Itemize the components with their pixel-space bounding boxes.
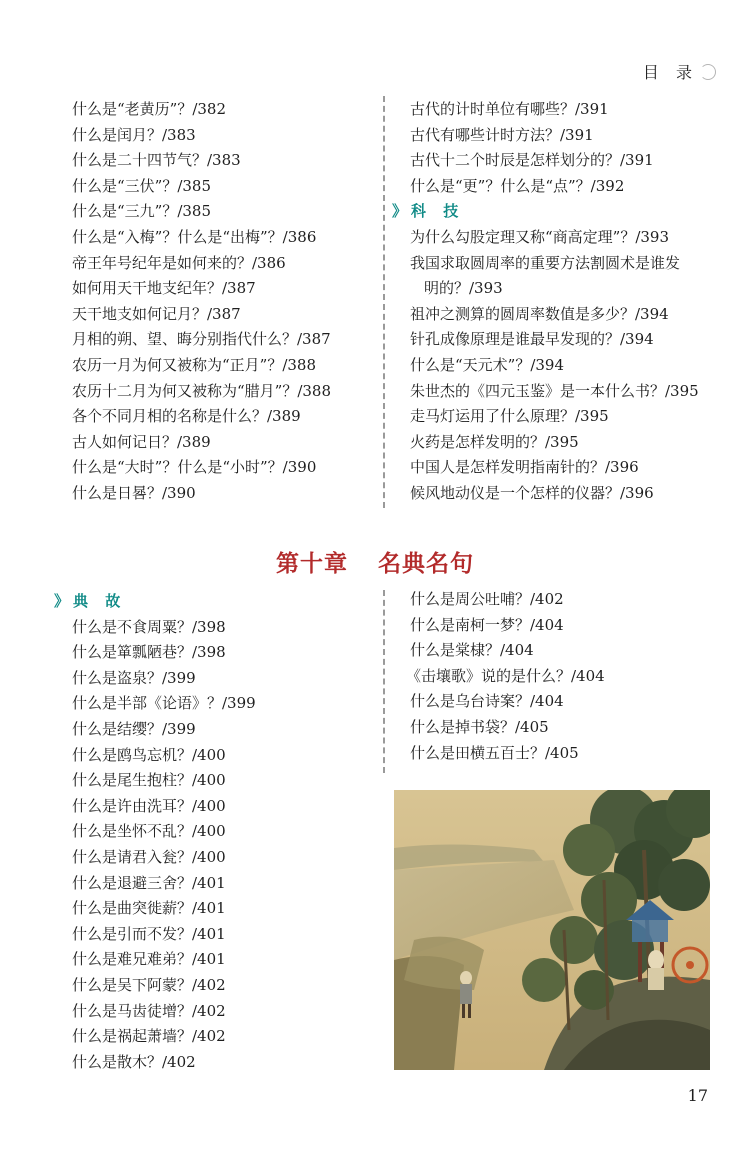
toc-entry[interactable]: 什么是“老黄历”？/382: [72, 100, 227, 118]
toc-entry[interactable]: 什么是退避三舍？/401: [72, 873, 226, 892]
toc-entry[interactable]: 什么是箪瓢陋巷？/398: [72, 643, 226, 662]
toc-entry-continued[interactable]: [410, 276, 722, 302]
toc-entry[interactable]: 为什么勾股定理又称“商高定理”？/393: [410, 227, 670, 246]
toc-entry[interactable]: 什么是许由洗耳？/400: [72, 796, 226, 815]
toc-entry[interactable]: 什么是“更”？什么是“点”？/392: [410, 176, 625, 195]
toc-entry[interactable]: 什么是祸起萧墙？/402: [72, 1027, 226, 1046]
toc-entry[interactable]: 什么是坐怀不乱？/400: [72, 822, 226, 841]
toc-entry-line1: 我国求取圆周率的重要方法割圆术是谁发: [410, 253, 681, 272]
section-heading-diangu: 》 典 故: [54, 592, 127, 610]
toc-entry[interactable]: 古代十二个时辰是怎样划分的？/391: [410, 151, 654, 170]
toc-entry[interactable]: 什么是不食周粟？/398: [72, 617, 226, 636]
column-divider-bottom: [383, 590, 385, 773]
toc-entry[interactable]: 什么是“入梅”？什么是“出梅”？/386: [72, 227, 317, 246]
toc-entry[interactable]: 什么是请君入瓮？/400: [72, 847, 226, 866]
landscape-painting: [394, 790, 710, 1070]
running-header: [643, 60, 716, 83]
column-divider-top: [383, 96, 385, 508]
decorative-swirl-icon: [700, 64, 716, 80]
toc-entry[interactable]: 天干地支如何记月？/387: [72, 304, 241, 323]
toc-entry[interactable]: 农历十二月为何又被称为“腊月”？/388: [72, 381, 332, 400]
toc-list-top-left: [72, 97, 331, 507]
section-chevron-icon: 》: [54, 592, 70, 610]
toc-entry[interactable]: 古代有哪些计时方法？/391: [410, 125, 594, 144]
toc-entry[interactable]: 什么是闰月？/383: [72, 125, 196, 144]
toc-entry[interactable]: 什么是“天元术”？/394: [410, 355, 565, 374]
toc-entry[interactable]: 什么是日晷？/390: [72, 483, 196, 502]
toc-entry[interactable]: 古代的计时单位有哪些？/391: [410, 100, 609, 118]
toc-list-top-right: [392, 97, 722, 507]
toc-entry[interactable]: 中国人是怎样发明指南针的？/396: [410, 458, 639, 477]
toc-entry[interactable]: 走马灯运用了什么原理？/395: [410, 407, 609, 426]
toc-entry[interactable]: 什么是难兄难弟？/401: [72, 950, 226, 969]
toc-list-bottom-left: [54, 589, 256, 1075]
toc-entry[interactable]: 什么是鸥鸟忘机？/400: [72, 745, 226, 764]
toc-entry[interactable]: 古人如何记日？/389: [72, 432, 211, 451]
toc-entry[interactable]: 候风地动仪是一个怎样的仪器？/396: [410, 483, 654, 502]
toc-entry[interactable]: 《击壤歌》说的是什么？/404: [406, 666, 605, 685]
toc-entry[interactable]: 农历一月为何又被称为“正月”？/388: [72, 355, 317, 374]
toc-entry[interactable]: 什么是引而不发？/401: [72, 924, 226, 943]
header-title: 目 录: [642, 63, 698, 82]
toc-entry[interactable]: 什么是田横五百士？/405: [410, 743, 579, 762]
toc-entry[interactable]: 帝王年号纪年是如何来的？/386: [72, 253, 286, 272]
toc-entry[interactable]: 什么是吴下阿蒙？/402: [72, 975, 226, 994]
toc-entry[interactable]: 什么是周公吐哺？/402: [410, 590, 564, 608]
toc-entry[interactable]: 什么是曲突徙薪？/401: [72, 899, 226, 918]
toc-entry[interactable]: 什么是结缨？/399: [72, 719, 196, 738]
section-chevron-icon: 》: [392, 202, 408, 221]
toc-entry[interactable]: 针孔成像原理是谁最早发现的？/394: [410, 330, 654, 349]
toc-entry[interactable]: 祖冲之测算的圆周率数值是多少？/394: [410, 304, 669, 323]
toc-entry[interactable]: 火药是怎样发明的？/395: [410, 432, 579, 451]
section-heading-keji: 》 科 技: [392, 202, 465, 221]
toc-entry[interactable]: [410, 251, 722, 277]
toc-entry[interactable]: 什么是棠棣？/404: [410, 641, 534, 660]
toc-entry[interactable]: 什么是盗泉？/399: [72, 668, 196, 687]
toc-entry[interactable]: 什么是南柯一梦？/404: [410, 615, 564, 634]
toc-entry[interactable]: 什么是“三九”？/385: [72, 202, 212, 221]
page-number: 17: [687, 1086, 708, 1105]
chapter-number: 第十章: [276, 550, 348, 577]
toc-entry[interactable]: 月相的朔、望、晦分别指代什么？/387: [72, 330, 331, 349]
toc-entry[interactable]: 什么是“三伏”？/385: [72, 176, 212, 195]
toc-entry-line2: 明的？/393: [424, 279, 503, 298]
toc-entry[interactable]: 如何用天干地支纪年？/387: [72, 279, 256, 298]
toc-entry[interactable]: 什么是“大时”？什么是“小时”？/390: [72, 458, 317, 477]
toc-list-bottom-right: [406, 587, 605, 766]
toc-entry[interactable]: 朱世杰的《四元玉鉴》是一本什么书？/395: [410, 381, 699, 400]
toc-entry[interactable]: 什么是马齿徒增？/402: [72, 1001, 226, 1020]
toc-entry[interactable]: 什么是二十四节气？/383: [72, 151, 241, 170]
toc-entry[interactable]: 什么是尾生抱柱？/400: [72, 771, 226, 790]
toc-entry[interactable]: 什么是散木？/402: [72, 1052, 196, 1071]
chapter-title: [0, 545, 750, 578]
toc-entry[interactable]: 什么是乌台诗案？/404: [410, 692, 564, 711]
toc-entry[interactable]: 各个不同月相的名称是什么？/389: [72, 407, 301, 426]
toc-entry[interactable]: 什么是半部《论语》？/399: [72, 694, 256, 713]
chapter-name: 名典名句: [378, 550, 474, 577]
toc-entry[interactable]: 什么是掉书袋？/405: [410, 717, 549, 736]
